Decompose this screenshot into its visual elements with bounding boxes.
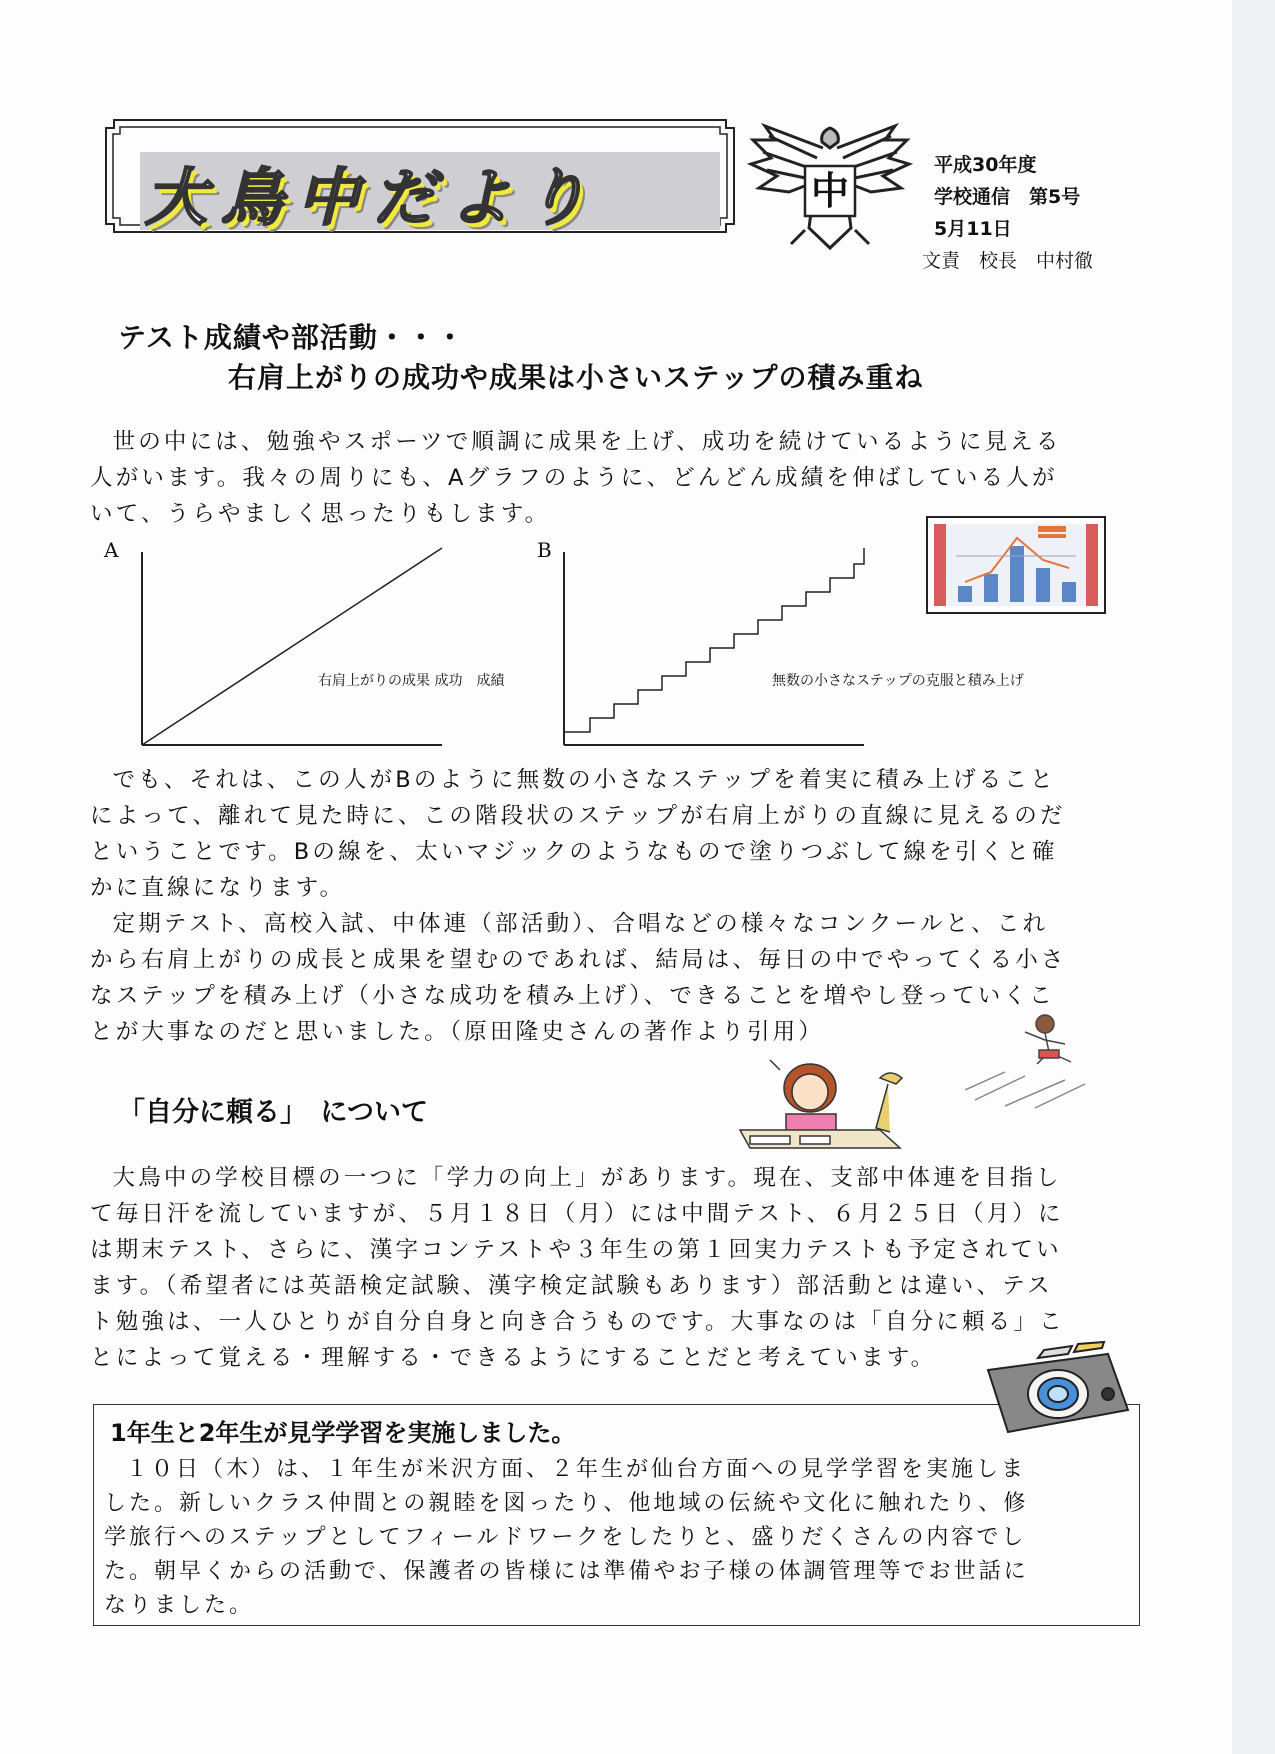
article1-headline-2: 右肩上がりの成功や成果は小さいステップの積み重ね [228,361,924,394]
text-line: ト勉強は、一人ひとりが自分自身と向き合うものです。大事なのは「自分に頼る」こ [90,1309,1065,1335]
graph-a-caption: 右肩上がりの成果 成功 成績 [318,673,505,689]
text-line: は期末テスト、さらに、漢字コンテストや３年生の第１回実力テストも予定されてい [90,1237,1062,1263]
text-line: ます。（希望者には英語検定試験、漢字検定試験もあります）部活動とは違い、テス [90,1273,1053,1299]
graph-b-label: B [537,538,552,562]
author-line: 文責 校長 中村徹 [922,250,1094,272]
text-line: した。新しいクラス仲間との親睦を図ったり、他地域の伝統や文化に触れたり、修 [104,1491,1029,1516]
graph-b [552,540,872,750]
fiscal-year: 平成30年度 [934,154,1037,176]
school-emblem-icon [745,118,915,258]
text-line: でも、それは、この人がBのように無数の小さなステップを着実に積み上げること [112,767,1056,793]
chart-illustration [926,516,1106,614]
article3-body [104,1453,1134,1623]
emblem-char: 中 [810,169,850,213]
text-line: なりました。 [104,1593,255,1618]
camera-icon [978,1340,1138,1440]
text-line: なステップを積み上げ（小さな成功を積み上げ）、できることを増やし登っていくこ [90,983,1055,1009]
running-girl-illustration [965,1010,1135,1110]
text-line: とによって覚える・理解する・できるようにすることだと考えています。 [90,1345,937,1371]
text-line: １０日（木）は、１年生が米沢方面、２年生が仙台方面への見学学習を実施しま [126,1457,1027,1482]
article2-title: 「自分に頼る」 について [118,1097,428,1128]
text-line: 大鳥中の学校目標の一つに「学力の向上」があります。現在、支部中体連を目指し [112,1165,1062,1191]
article3-title: 1年生と2年生が見学学習を実施しました。 [110,1419,576,1447]
article1-headline-1: テスト成績や部活動・・・ [118,321,465,354]
graph-b-caption: 無数の小さなステップの克服と積み上げ [772,673,1024,689]
text-line: 世の中には、勉強やスポーツで順調に成果を上げ、成功を続けているように見える [112,429,1062,455]
text-line: から右肩上がりの成長と成果を望むのであれば、結局は、毎日の中でやってくる小さ [90,947,1067,973]
issue-date: 5月11日 [934,218,1012,240]
text-line: て毎日汗を流していますが、５月１８日（月）には中間テスト、６月２５日（月）に [90,1201,1064,1227]
article1-para2 [90,762,1145,906]
text-line: 人がいます。我々の周りにも、Aグラフのように、どんどん成績を伸ばしている人が [90,465,1058,491]
text-line: 定期テスト、高校入試、中体連（部活動）、合唱などの様々なコンクールと、これ [112,911,1049,937]
text-line: かに直線になります。 [90,875,346,901]
studying-girl-illustration [730,1058,910,1154]
text-line: いて、うらやましく思ったりもします。 [90,501,551,527]
newsletter-title: 大鳥中だより [145,161,602,234]
text-line: とが大事なのだと思いました。（原田隆史さんの著作より引用） [90,1019,825,1045]
scan-edge [1232,0,1275,1754]
text-line: 学旅行へのステップとしてフィールドワークをしたりと、盛りだくさんの内容でし [104,1525,1027,1550]
text-line: ということです。Bの線を、太いマジックのようなもので塗りつぶして線を引くと確 [90,839,1058,865]
text-line: た。朝早くからの活動で、保護者の皆様には準備やお子様の体調管理等でお世話に [104,1559,1029,1584]
text-line: によって、離れて見た時に、この階段状のステップが右肩上がりの直線に見えるのだ [90,803,1066,829]
graph-a-label: A [104,538,119,562]
graph-a [130,540,450,750]
issue-number: 学校通信 第5号 [934,186,1081,208]
